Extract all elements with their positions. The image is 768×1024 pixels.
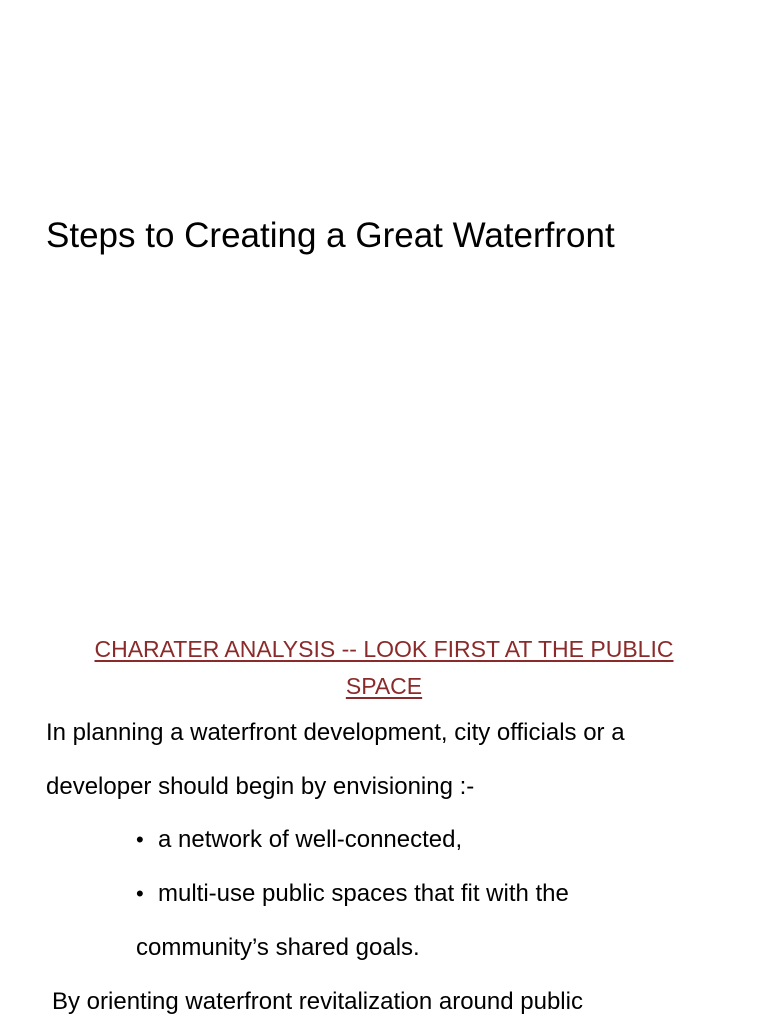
closing-line: By orienting waterfront revitalization around public (52, 988, 583, 1015)
bullet-marker: • (136, 827, 144, 852)
bullet-continuation: community’s shared goals. (136, 934, 420, 961)
section-heading-line-2: SPACE (345, 673, 423, 699)
bullet-item-1 (136, 823, 462, 857)
bullet-item-2 (136, 877, 569, 911)
section-heading (60, 631, 708, 705)
bullet-text: multi-use public spaces that fit with the (158, 880, 569, 907)
intro-line-1: In planning a waterfront development, city officials or a (46, 719, 625, 746)
slide-title: Steps to Creating a Great Waterfront (46, 216, 615, 255)
bullet-marker: • (136, 881, 144, 906)
bullet-text: a network of well-connected, (158, 826, 463, 853)
intro-line-2: developer should begin by envisioning :- (46, 773, 475, 800)
section-heading-line-1: CHARATER ANALYSIS -- LOOK FIRST AT THE PUBLIC (94, 636, 674, 662)
